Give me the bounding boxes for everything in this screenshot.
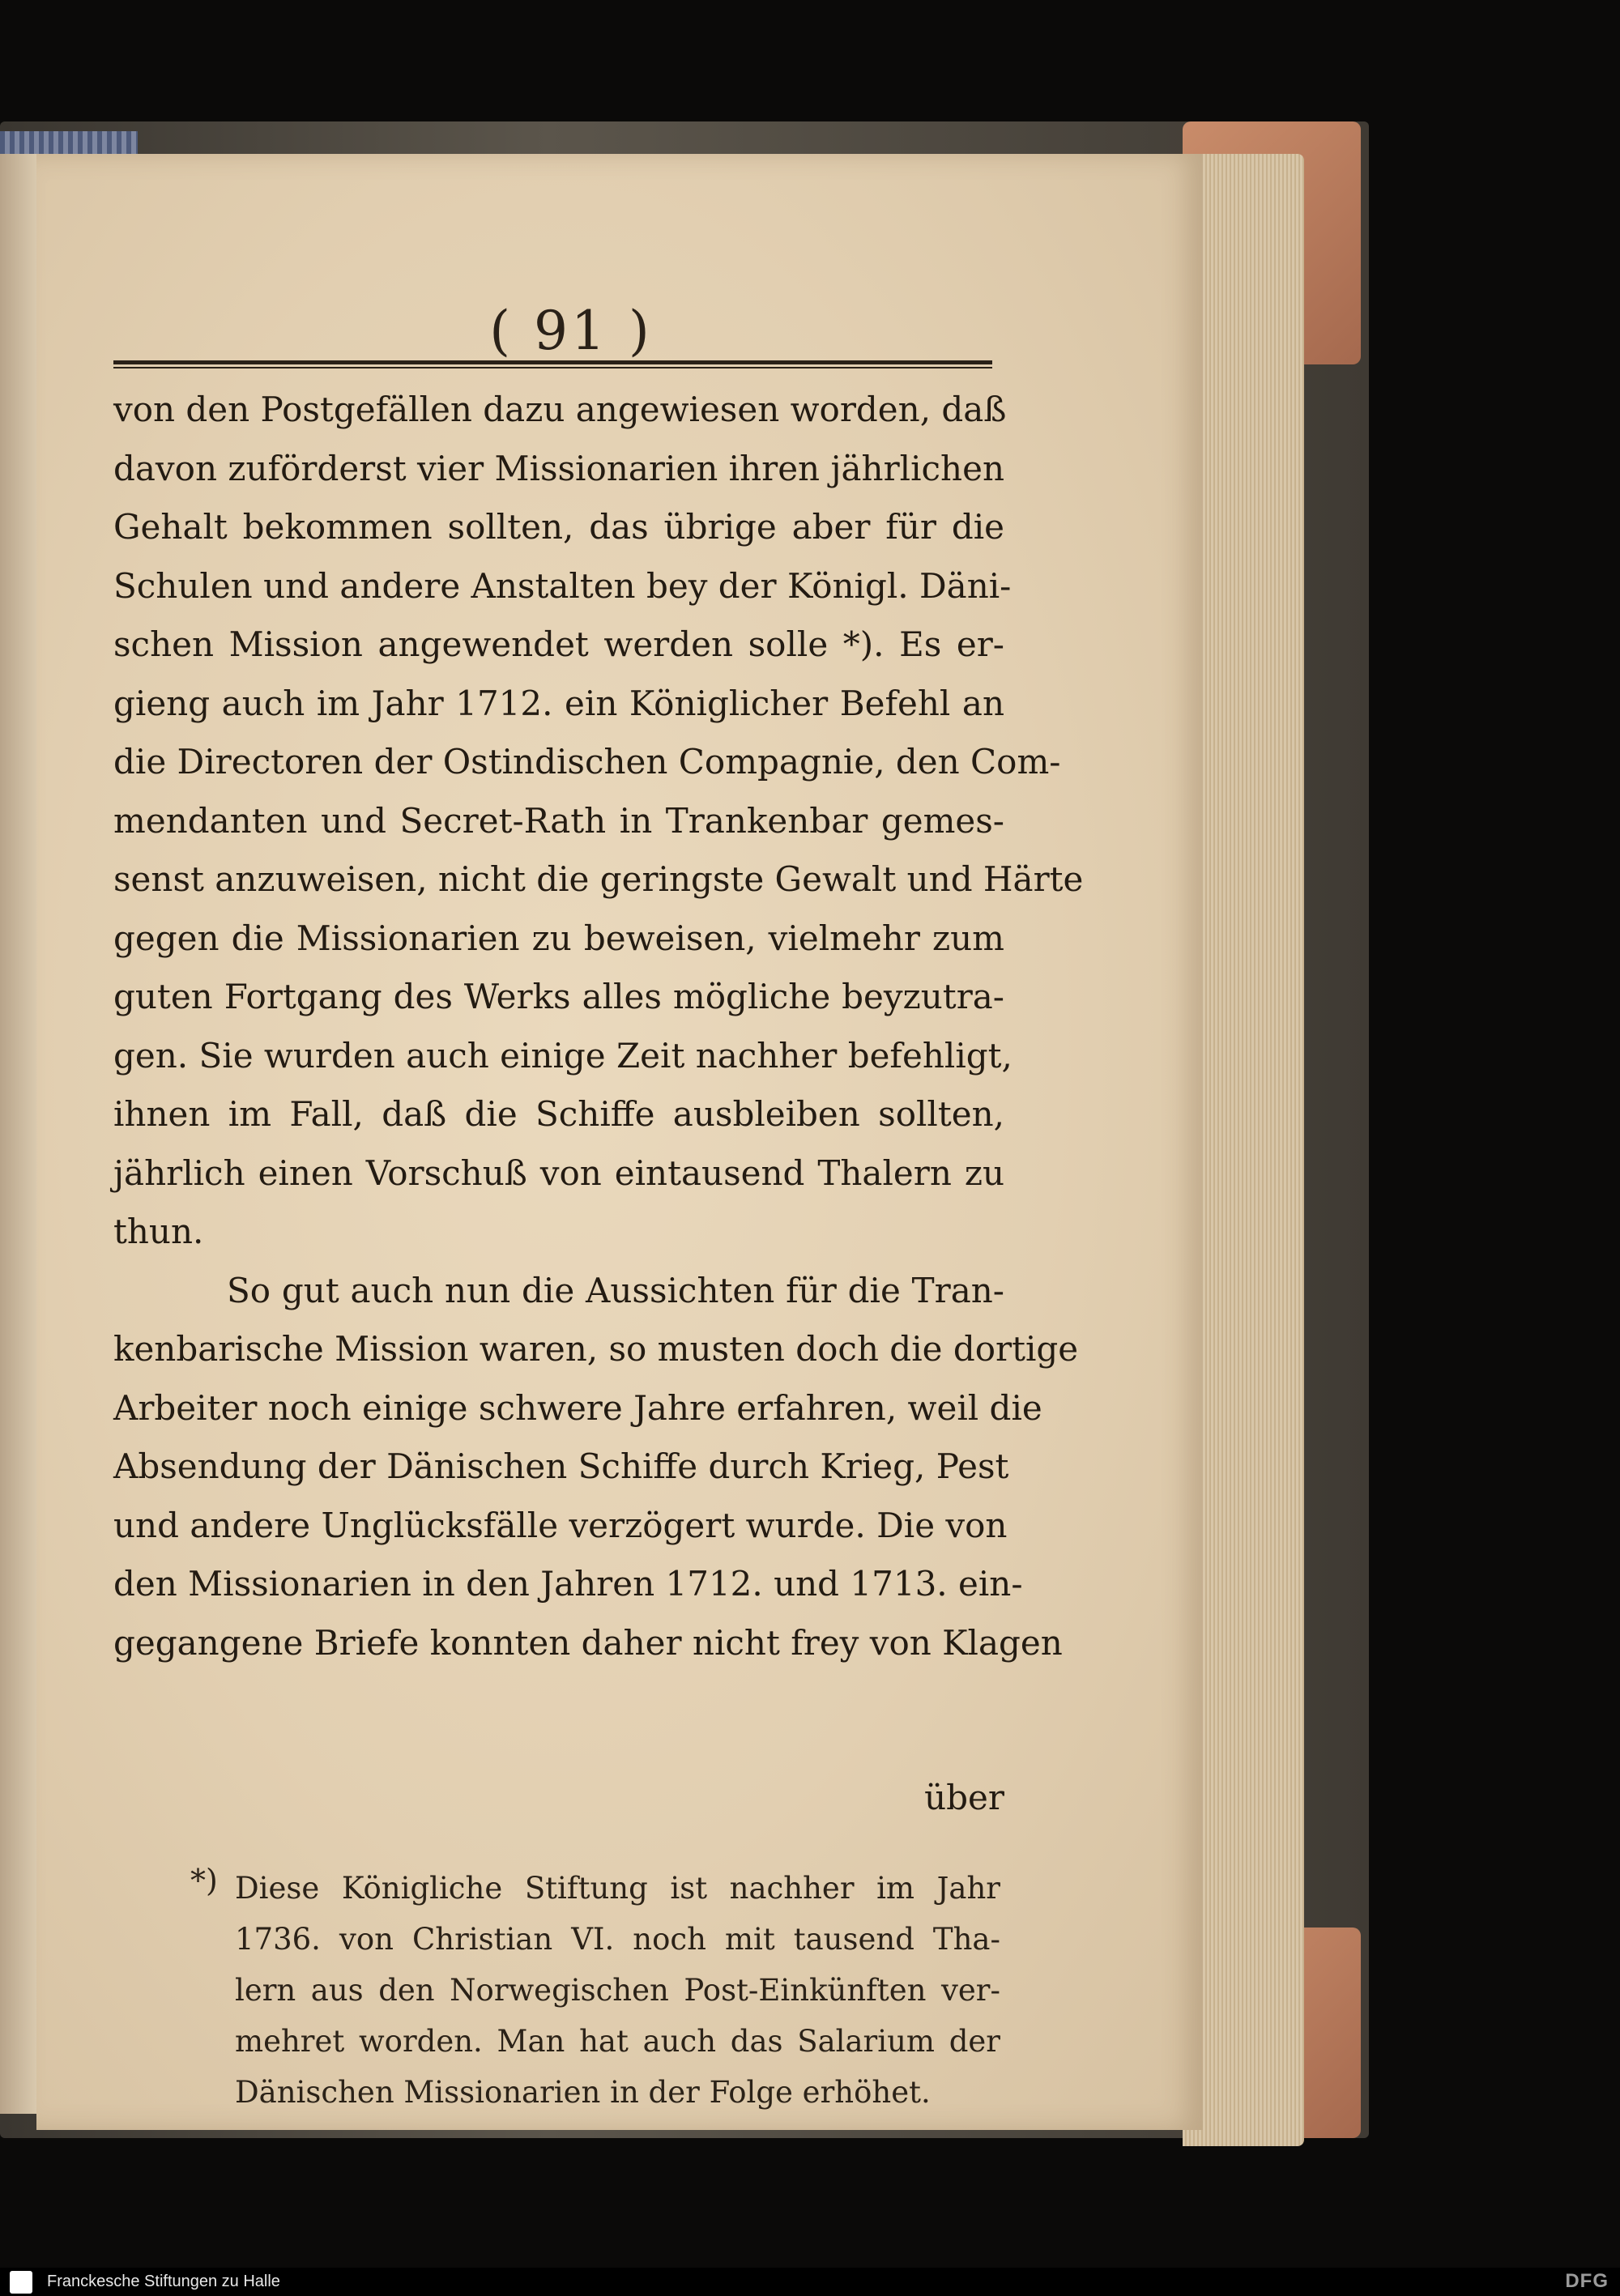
text-line: thun. xyxy=(113,1212,204,1251)
text-line: jährlich einen Vorschuß von eintausend Thalern zu xyxy=(113,1152,1004,1193)
text-line: gieng auch im Jahr 1712. ein Königlicher Befehl an xyxy=(113,683,1004,723)
text-line: den Missionarien in den Jahren 1712. und 1713. ein- xyxy=(113,1564,1023,1604)
text-line: So gut auch nun die Aussichten für die Tran- xyxy=(227,1270,1004,1310)
footnote-line: Dänischen Missionarien in der Folge erhöhet. xyxy=(235,2075,931,2110)
text-line: Schulen und andere Anstalten bey der Königl. Däni- xyxy=(113,565,1012,606)
text-line: Gehalt bekommen sollten, das übrige aber für die xyxy=(113,507,1004,547)
text-line: gegen die Missionarien zu beweisen, vielmehr zum xyxy=(113,918,1004,958)
text-line: ihnen im Fall, daß die Schiffe ausbleiben sollten, xyxy=(113,1094,1004,1134)
text-line: Arbeiter noch einige schwere Jahre erfahren, weil die xyxy=(113,1387,1042,1428)
text-line: gen. Sie wurden auch einige Zeit nachher befehligt, xyxy=(113,1035,1013,1076)
footnote-line: Diese Königliche Stiftung ist nachher im Jahr xyxy=(235,1871,1000,1906)
footer-institution: Franckesche Stiftungen zu Halle xyxy=(47,2273,280,2290)
footnote-line: lern aus den Norwegischen Post-Einkünften ver- xyxy=(235,1973,1000,2008)
text-line: schen Mission angewendet werden solle *). Es er- xyxy=(113,624,1004,664)
left-page-edge xyxy=(0,154,36,2114)
text-line: gegangene Briefe konnten daher nicht frey von Klagen xyxy=(113,1622,1063,1663)
footnote-line: mehret worden. Man hat auch das Salarium der xyxy=(235,2024,1000,2059)
footer-brand-logo: DFG xyxy=(1565,2270,1609,2292)
text-line: guten Fortgang des Werks alles mögliche beyzutra- xyxy=(113,977,1004,1016)
text-line: die Directoren der Ostindischen Compagnie, den Com- xyxy=(113,742,1061,782)
text-line: von den Postgefällen dazu angewiesen worden, daß xyxy=(113,390,1007,429)
footnote-line: 1736. von Christian VI. noch mit tausend Tha- xyxy=(235,1922,1000,1957)
page-number: ( 91 ) xyxy=(489,300,653,362)
footnote-mark: *) xyxy=(190,1863,218,1898)
text-line: Absendung der Dänischen Schiffe durch Krieg, Pest xyxy=(113,1446,1009,1486)
footnote xyxy=(190,1863,1000,2118)
main-text xyxy=(113,381,1084,1672)
text-line: und andere Unglücksfälle verzögert wurde. Die von xyxy=(113,1505,1008,1545)
institution-logo-icon xyxy=(10,2271,32,2294)
text-line: mendanten und Secret-Rath in Trankenbar gemes- xyxy=(113,800,1004,841)
text-line: kenbarische Mission waren, so musten doch die dortige xyxy=(113,1329,1079,1369)
header-rule xyxy=(113,360,992,368)
spine-ribbon xyxy=(0,131,138,155)
catchword: über xyxy=(924,1778,1004,1817)
text-line: senst anzuweisen, nicht die geringste Gewalt und Härte xyxy=(113,859,1084,899)
book xyxy=(0,121,1377,2154)
text-line: davon zuförderst vier Missionarien ihren jährlichen xyxy=(113,448,1004,488)
book-page xyxy=(36,154,1203,2130)
